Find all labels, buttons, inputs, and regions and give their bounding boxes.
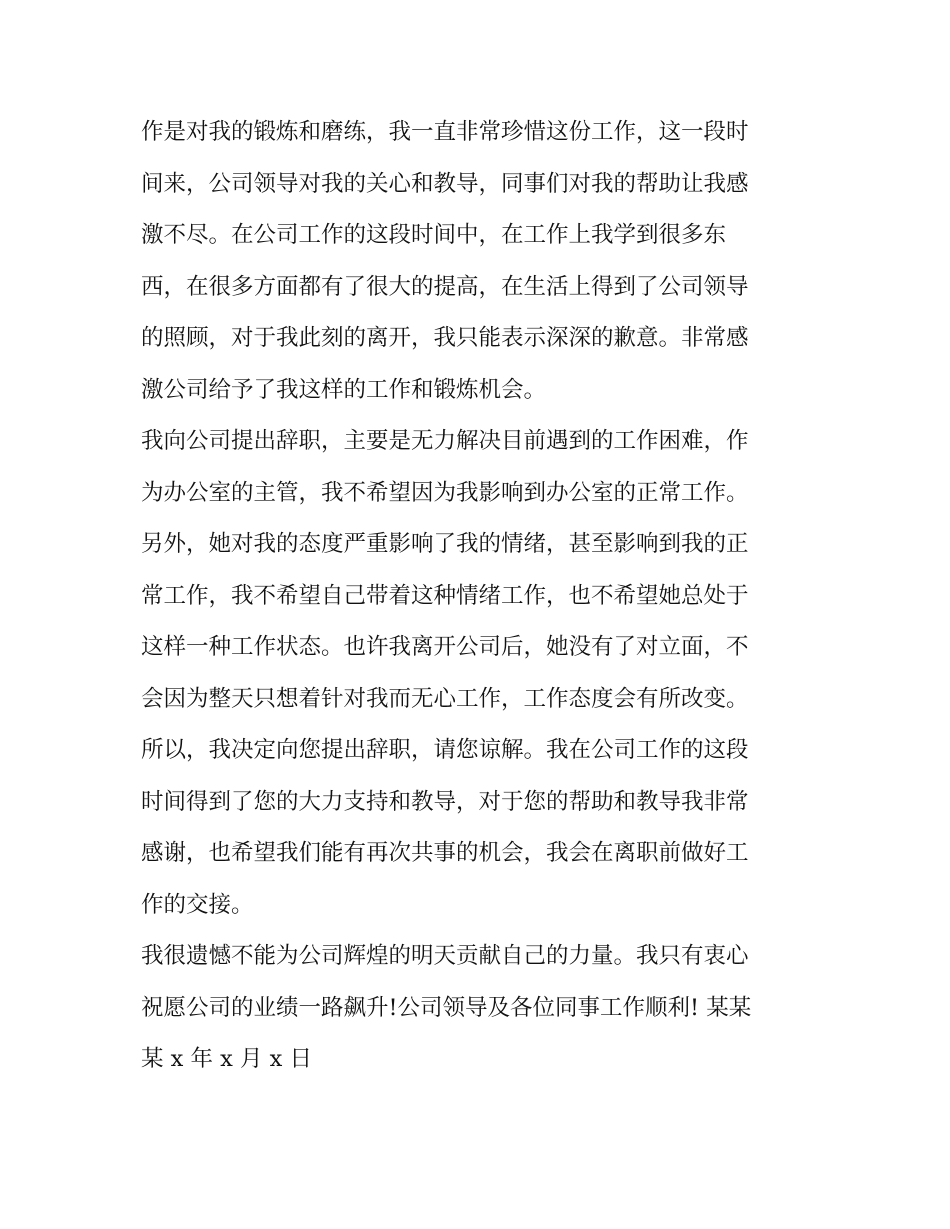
text-line: 作是对我的锻炼和磨练，我一直非常珍惜这份工作，这一段时 (141, 119, 749, 145)
text-line: 这样一种工作状态。也许我离开公司后，她没有了对立面，不 (141, 634, 749, 660)
text-line: 间来，公司领导对我的关心和教导，同事们对我的帮助让我感 (141, 170, 749, 197)
text-line: 我向公司提出辞职，主要是无力解决目前遇到的工作困难，作 (141, 428, 749, 454)
letter-body (141, 107, 821, 1086)
text-line: 激不尽。在公司工作的这段时间中，在工作上我学到很多东 (141, 222, 727, 248)
text-line: 激公司给予了我这样的工作和锻炼机会。 (141, 376, 547, 403)
text-line: 另外，她对我的态度严重影响了我的情绪，甚至影响到我的正 (141, 531, 749, 557)
text-line: 西，在很多方面都有了很大的提高，在生活上得到了公司领导 (141, 273, 749, 300)
text-line: 我很遗憾不能为公司辉煌的明天贡献自己的力量。我只有衷心 (141, 943, 749, 969)
text-line: 的照顾，对于我此刻的离开，我只能表示深深的歉意。非常感 (141, 325, 749, 351)
text-line: 常工作，我不希望自己带着这种情绪工作，也不希望她总处于 (141, 582, 749, 609)
text-line: 会因为整天只想着针对我而无心工作，工作态度会有所改变。 (141, 685, 749, 712)
signature-date-line: 某 x 年 x 月 x 日 (141, 1046, 312, 1072)
text-line: 时间得到了您的大力支持和教导，对于您的帮助和教导我非常 (141, 788, 749, 815)
text-line: 为办公室的主管，我不希望因为我影响到办公室的正常工作。 (141, 479, 749, 506)
text-line: 所以，我决定向您提出辞职，请您谅解。我在公司工作的这段 (141, 737, 749, 763)
text-line: 祝愿公司的业绩一路飙升!公司领导及各位同事工作顺利! 某某 (141, 994, 752, 1021)
text-line: 感谢，也希望我们能有再次共事的机会，我会在离职前做好工 (141, 840, 749, 866)
text-line: 作的交接。 (141, 891, 254, 918)
